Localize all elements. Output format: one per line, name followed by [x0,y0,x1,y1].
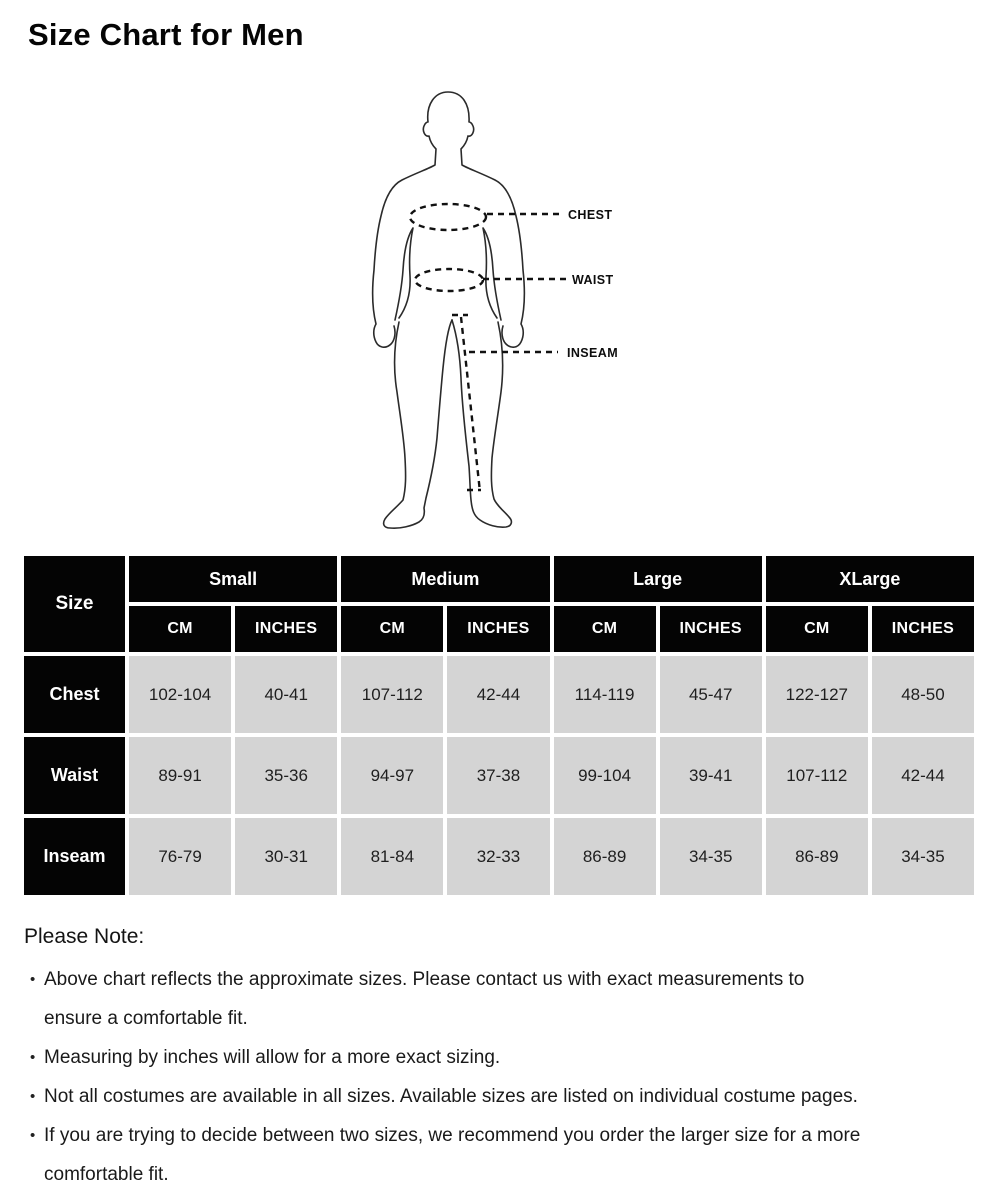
table-cell: 122-127 [766,656,868,733]
body-outline-left-inner-arm [395,228,413,320]
unit-header: CM [341,606,443,652]
table-cell: 89-91 [129,737,231,814]
table-cell: 107-112 [766,737,868,814]
table-cell: 37-38 [447,737,549,814]
table-cell: 86-89 [766,818,868,895]
bullet-icon: • [30,971,36,988]
note-line: ensure a comfortable fit. [44,1008,248,1029]
body-measurement-diagram [340,80,680,550]
bullet-icon: • [30,1127,36,1144]
unit-header: INCHES [660,606,762,652]
table-row-inseam [24,818,974,895]
body-outline-right-inner-arm [483,228,501,320]
waist-measure-ellipse [415,269,483,291]
table-group-header-row [24,556,974,602]
row-label-inseam: Inseam [24,818,125,895]
note-line: Measuring by inches will allow for a more exact sizing. [44,1047,501,1068]
note-line: Not all costumes are available in all sizes. Available sizes are listed on individual costume pages. [44,1086,858,1107]
body-diagram-svg [340,80,680,550]
chest-measure-ellipse [410,204,486,230]
table-cell: 94-97 [341,737,443,814]
table-cell: 76-79 [129,818,231,895]
row-label-chest: Chest [24,656,125,733]
group-header-small: Small [129,556,337,602]
table-cell: 86-89 [554,818,656,895]
body-outline-torso-arms-head [373,92,525,347]
note-line: Above chart reflects the approximate sizes. Please contact us with exact measurements to [44,969,805,990]
group-header-large: Large [554,556,762,602]
unit-header: CM [554,606,656,652]
table-cell: 48-50 [872,656,974,733]
table-row-chest [24,656,974,733]
page-title: Size Chart for Men [28,17,304,52]
corner-header-size: Size [24,556,125,652]
table-cell: 34-35 [660,818,762,895]
group-header-medium: Medium [341,556,549,602]
unit-header: INCHES [447,606,549,652]
bullet-icon: • [30,1088,36,1105]
row-label-waist: Waist [24,737,125,814]
table-unit-header-row [24,606,974,652]
table-cell: 39-41 [660,737,762,814]
table-cell: 42-44 [872,737,974,814]
table-cell: 81-84 [341,818,443,895]
table-cell: 102-104 [129,656,231,733]
note-item [24,960,976,1038]
note-line: If you are trying to decide between two sizes, we recommend you order the larger size for a more [44,1125,861,1146]
note-item [24,1077,976,1116]
table-cell: 32-33 [447,818,549,895]
inseam-measure-line [461,317,480,492]
note-line: comfortable fit. [44,1164,169,1185]
unit-header: CM [766,606,868,652]
unit-header: INCHES [235,606,337,652]
note-item [24,1038,976,1077]
table-cell: 40-41 [235,656,337,733]
inseam-label: INSEAM [567,346,619,360]
table-cell: 42-44 [447,656,549,733]
chest-label: CHEST [568,208,613,222]
unit-header: CM [129,606,231,652]
body-outline-left-leg [384,320,452,528]
table-cell: 45-47 [660,656,762,733]
table-cell: 35-36 [235,737,337,814]
notes-heading: Please Note: [24,925,145,948]
table-cell: 30-31 [235,818,337,895]
size-table [20,552,978,899]
table-cell: 114-119 [554,656,656,733]
waist-label: WAIST [572,273,614,287]
group-header-xlarge: XLarge [766,556,974,602]
table-row-waist [24,737,974,814]
table-cell: 107-112 [341,656,443,733]
table-cell: 34-35 [872,818,974,895]
notes-section [24,922,976,1194]
table-cell: 99-104 [554,737,656,814]
unit-header: INCHES [872,606,974,652]
note-item [24,1116,976,1194]
bullet-icon: • [30,1049,36,1066]
